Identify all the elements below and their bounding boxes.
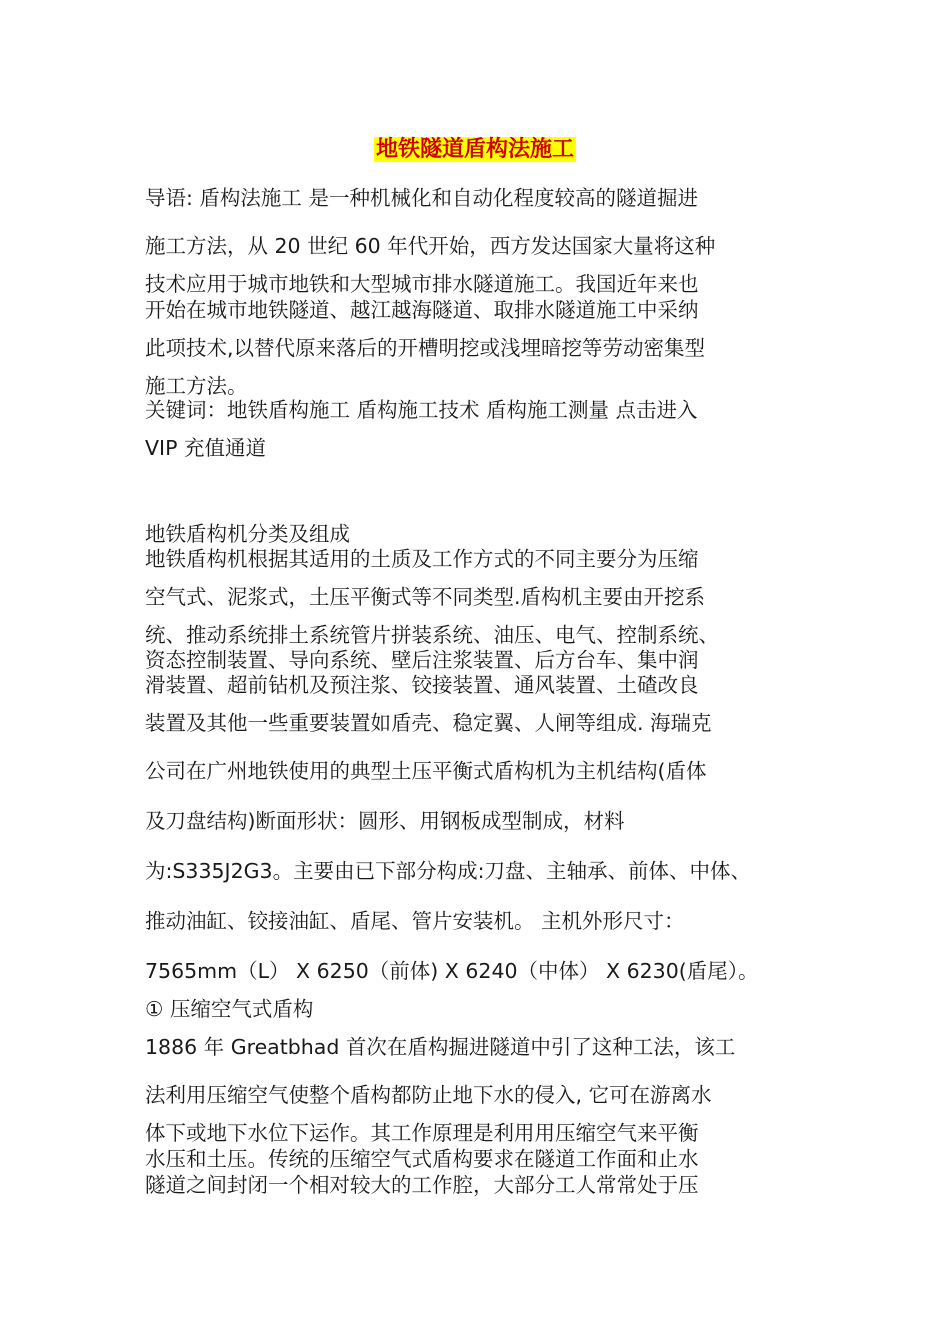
text-line: 装置及其他一些重要装置如盾壳、稳定翼、人闸等组成. 海瑞克 <box>145 711 712 735</box>
document-title <box>0 134 950 166</box>
vip-link[interactable]: VIP 充值通道 <box>145 436 266 460</box>
subsection-heading: ① 压缩空气式盾构 <box>145 997 314 1021</box>
text-line: 隧道之间封闭一个相对较大的工作腔，大部分工人常常处于压 <box>145 1173 699 1197</box>
text-line: 施工方法。 <box>145 374 248 398</box>
text-line: 法利用压缩空气使整个盾构都防止地下水的侵入, 它可在游离水 <box>145 1083 712 1107</box>
text-line: 体下或地下水位下运作。其工作原理是利用用压缩空气来平衡 <box>145 1121 699 1145</box>
section-heading: 地铁盾构机分类及组成 <box>145 522 350 546</box>
text-line: 此项技术,以替代原来落后的开槽明挖或浅埋暗挖等劳动密集型 <box>145 336 706 360</box>
text-line: 施工方法，从 20 世纪 60 年代开始，西方发达国家大量将这种 <box>145 234 716 258</box>
text-line: 统、推动系统排土系统管片拼装系统、油压、电气、控制系统、 <box>145 623 719 647</box>
text-line: 为:S335J2G3。主要由已下部分构成:刀盘、主轴承、前体、中体、 <box>145 859 751 883</box>
text-line: 1886 年 Greatbhad 首次在盾构掘进隧道中引了这种工法，该工 <box>145 1035 736 1059</box>
text-line: 导语: 盾构法施工 是一种机械化和自动化程度较高的隧道掘进 <box>145 186 698 210</box>
keywords-line: 关键词：地铁盾构施工 盾构施工技术 盾构施工测量 点击进入 <box>145 398 698 422</box>
text-line: 技术应用于城市地铁和大型城市排水隧道施工。我国近年来也 <box>145 272 699 296</box>
text-line: 滑装置、超前钻机及预注浆、铰接装置、通风装置、土碴改良 <box>145 673 699 697</box>
text-line: 地铁盾构机根据其适用的土质及工作方式的不同主要分为压缩 <box>145 547 699 571</box>
text-line: 及刀盘结构)断面形状：圆形、用钢板成型制成，材料 <box>145 809 625 833</box>
text-line: 空气式、泥浆式，土压平衡式等不同类型.盾构机主要由开挖系 <box>145 585 706 609</box>
text-line: 推动油缸、铰接油缸、盾尾、管片安装机。 主机外形尺寸： <box>145 909 685 933</box>
text-line: 开始在城市地铁隧道、越江越海隧道、取排水隧道施工中采纳 <box>145 298 699 322</box>
text-line: 资态控制装置、导向系统、壁后注浆装置、后方台车、集中润 <box>145 648 699 672</box>
text-line: 公司在广州地铁使用的典型土压平衡式盾构机为主机结构(盾体 <box>145 759 707 783</box>
text-line: 水压和土压。传统的压缩空气式盾构要求在隧道工作面和止水 <box>145 1147 699 1171</box>
title-text: 地铁隧道盾构法施工 <box>375 137 574 162</box>
text-line: 7565mm（L） X 6250（前体) X 6240（中体） X 6230(盾尾）。 <box>145 959 759 983</box>
